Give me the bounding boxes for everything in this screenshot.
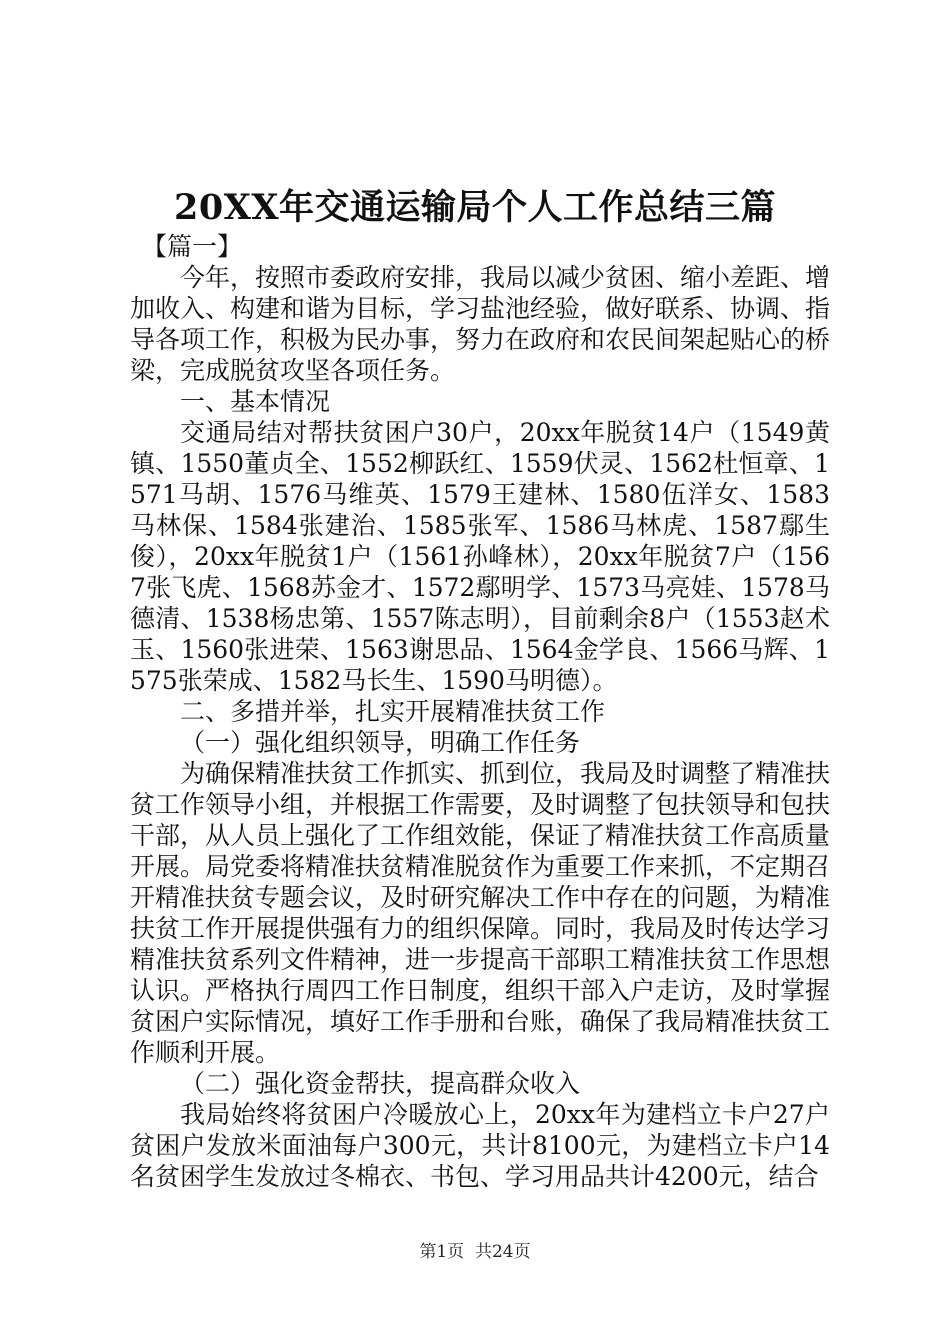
- paragraph-organization: 为确保精准扶贫工作抓实、抓到位，我局及时调整了精准扶贫工作领导小组，并根据工作需要，及时调整了包扶领导和包扶干部，从人员上强化了工作组效能，保证了精准扶贫工作高质量开展。局党委将精准扶贫精准脱贫作为重要工作来抓，不定期召开精准扶贫专题会议，及时研究解决工作中存在的问题，为精准扶贫工作开展提供强有力的组织保障。同时，我局及时传达学习精准扶贫系列文件精神，进一步提高干部职工精准扶贫工作思想认识。严格执行周四工作日制度，组织干部入户走访，及时掌握贫困户实际情况，填好工作手册和台账，确保了我局精准扶贫工作顺利开展。: [130, 759, 831, 1067]
- heading-basic-situation: 一、基本情况: [180, 387, 331, 416]
- paragraph-basic-situation: 交通局结对帮扶贫困户30户，20xx年脱贫14户（1549黄镇、1550董贞全、1552柳跃红、1559伏灵、1562杜恒章、1571马胡、1576马维英、1579王建林、1580伍洋女、1583马林保、1584张建治、1585张军、1586马林虎、1587鄢生俊），20xx年脱贫1户（1561孙峰林），20xx年脱贫7户（1567张飞虎、1568苏金才、1572鄢明学、1573马亮娃、1578马德清、1538杨忠第、1557陈志明），目前剩余8户（1553赵术玉、1560张进荣、1563谢思品、1564金学良、1566马辉、1575张荣成、1582马长生、1590马明德）。: [130, 418, 830, 695]
- document-title: 20XX年交通运输局个人工作总结三篇: [173, 187, 777, 228]
- section-label: 【篇一】: [142, 232, 243, 261]
- page-number-footer: 第1页 共24页: [419, 1242, 531, 1262]
- document-body: [130, 231, 830, 1192]
- subheading-organization: （一）强化组织领导，明确工作任务: [180, 728, 581, 757]
- paragraph-funding: 我局始终将贫困户冷暖放心上，20xx年为建档立卡户27户贫困户发放米面油每户300元，共计8100元，为建档立卡户14名贫困学生发放过冬棉衣、书包、学习用品共计4200元，结合: [130, 1100, 830, 1191]
- paragraph-intro: 今年，按照市委政府安排，我局以减少贫困、缩小差距、增加收入、构建和谐为目标，学习盐池经验，做好联系、协调、指导各项工作，积极为民办事，努力在政府和农民间架起贴心的桥梁，完成脱贫攻坚各项任务。: [130, 263, 831, 385]
- heading-measures: 二、多措并举，扎实开展精准扶贫工作: [180, 697, 606, 726]
- subheading-funding: （二）强化资金帮扶，提高群众收入: [180, 1069, 581, 1098]
